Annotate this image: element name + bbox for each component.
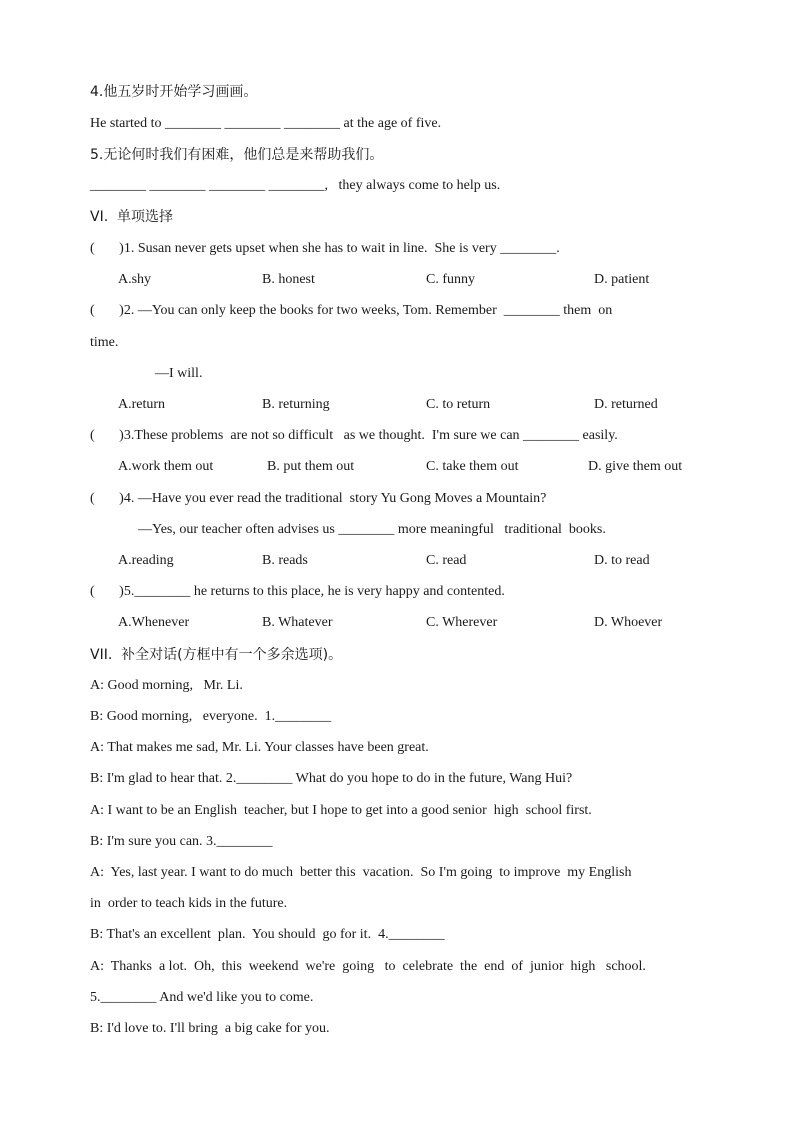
question-1-stem: ( )1. Susan never gets upset when she has to wait in line. She is very ________. <box>90 241 560 256</box>
q4-option-b: B. reads <box>262 553 308 568</box>
question-5-stem: ( )5.________ he returns to this place, he is very happy and contented. <box>90 584 505 599</box>
q5-option-c: C. Wherever <box>426 615 498 630</box>
question-4-stem: ( )4. —Have you ever read the traditional story Yu Gong Moves a Mountain? <box>90 491 547 506</box>
q2-option-a: A.return <box>118 397 166 412</box>
q3-option-b: B. put them out <box>267 459 355 474</box>
dialogue-line: A: Thanks a lot. Oh, this weekend we're going to celebrate the end of junior high school. <box>90 959 646 974</box>
q5-chinese: 5.无论何时我们有困难，他们总是来帮助我们。 <box>90 147 384 163</box>
q5-english: ________ ________ ________ ________, they always come to help us. <box>90 178 501 193</box>
dialogue-line: B: That's an excellent plan. You should go for it. 4.________ <box>90 927 445 942</box>
q1-option-a: A.shy <box>118 272 152 287</box>
question-2-reply: —I will. <box>155 366 203 381</box>
dialogue-line: in order to teach kids in the future. <box>90 896 288 911</box>
dialogue-line: B: I'm sure you can. 3.________ <box>90 834 273 849</box>
q4-option-c: C. read <box>426 553 467 568</box>
q4-option-a: A.reading <box>118 553 174 568</box>
dialogue-line: A: Yes, last year. I want to do much better this vacation. So I'm going to improve my English <box>90 865 632 880</box>
dialogue-line: B: I'd love to. I'll bring a big cake for you. <box>90 1021 330 1036</box>
q5-option-a: A.Whenever <box>118 615 190 630</box>
q3-option-d: D. give them out <box>588 459 683 474</box>
q5-option-b: B. Whatever <box>262 615 333 630</box>
section-6-heading: VI. 单项选择 <box>90 209 174 225</box>
q4-english: He started to ________ ________ ________ at the age of five. <box>90 116 442 131</box>
q4-option-d: D. to read <box>594 553 650 568</box>
question-3-stem: ( )3.These problems are not so difficult as we thought. I'm sure we can ________ easily. <box>90 428 618 443</box>
q1-option-d: D. patient <box>594 272 650 287</box>
q5-option-d: D. Whoever <box>594 615 663 630</box>
q4-chinese: 4.他五岁时开始学习画画。 <box>90 84 258 100</box>
q1-option-c: C. funny <box>426 272 475 287</box>
q2-option-b: B. returning <box>262 397 330 412</box>
dialogue-line: A: I want to be an English teacher, but I hope to get into a good senior high school first. <box>90 803 592 818</box>
question-2-stem-continued: time. <box>90 335 119 350</box>
question-2-stem: ( )2. —You can only keep the books for two weeks, Tom. Remember ________ them on <box>90 303 613 318</box>
section-7-heading: VII. 补全对话(方框中有一个多余选项)。 <box>90 647 343 663</box>
q2-option-c: C. to return <box>426 397 491 412</box>
dialogue-line: 5.________ And we'd like you to come. <box>90 990 314 1005</box>
dialogue-line: B: Good morning, everyone. 1.________ <box>90 709 332 724</box>
question-4-reply: —Yes, our teacher often advises us ________ more meaningful traditional books. <box>138 522 606 537</box>
dialogue-line: B: I'm glad to hear that. 2.________ What do you hope to do in the future, Wang Hui? <box>90 771 573 786</box>
q3-option-c: C. take them out <box>426 459 519 474</box>
q1-option-b: B. honest <box>262 272 315 287</box>
q3-option-a: A.work them out <box>118 459 214 474</box>
q2-option-d: D. returned <box>594 397 658 412</box>
dialogue-line: A: That makes me sad, Mr. Li. Your classes have been great. <box>90 740 429 755</box>
dialogue-line: A: Good morning, Mr. Li. <box>90 678 243 693</box>
